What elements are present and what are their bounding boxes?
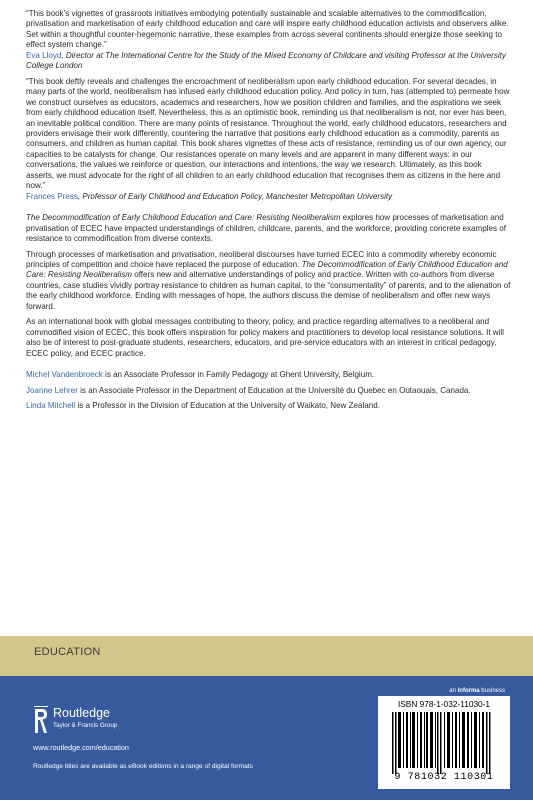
- endorser-name: Frances Press: [26, 191, 78, 201]
- barcode-icon: [384, 712, 504, 774]
- description-text: Through processes of marketisation and privatisation, neoliberal discourses have turned ECEC into a commodity whereby economic principles of competition and choice have replaced the purpose of education.: [26, 249, 497, 269]
- endorser-role: , Professor of Early Childhood and Education Policy, Manchester Metropolitan University: [77, 191, 393, 201]
- endorser-name: Eva Lloyd: [26, 50, 62, 60]
- isbn-label: ISBN 978-1-032-11030-1: [397, 699, 491, 709]
- informa-brand: informa: [457, 688, 480, 694]
- description-paragraph: [26, 250, 512, 313]
- ebook-note: Routledge titles are available as eBook editions in a range of digital formats: [33, 763, 253, 770]
- isbn-barcode: [378, 696, 510, 789]
- endorser-role: , Director at The International Centre for the Study of the Mixed Economy of Childcare and visiting Professor at the University College London: [26, 50, 506, 71]
- endorsement-attribution: [26, 51, 512, 72]
- author-name: Joanne Lehrer: [26, 385, 78, 395]
- book-title: The Decommodification of Early Childhood Education and Care: Resisting Neoliberalism: [26, 213, 341, 223]
- routledge-logo: [33, 705, 183, 735]
- description-text: explores how processes of marketisation and privatisation of ECEC have impacted understandings of children, childcare, parents, and the workforce, providing concrete examples of resistance to commodification from diverse contexts.: [26, 213, 506, 244]
- author-bio: [26, 401, 512, 411]
- description-text: offers new and alternative understandings of policy and practice. Written with co-authors from diverse countries, case studies vividly portray resistance to children as human capital, to the “consumentality” of parents, and to the alienation of the early childhood workforce. Ending with messages of hope, the authors discuss the demise of neoliberalism and offer new ways forward.: [26, 270, 511, 311]
- description-paragraph: As an international book with global messages contributing to theory, policy, and practice regarding alternatives to a neoliberal and commodified vision of ECEC, this book offers inspiration for policy makers and practitioners to develop local resistance solutions. It will also be of interest to post-graduate students, researchers, educators, and pre-service educators with an interest in critical pedagogy, ECEC policy, and ECEC practice.: [26, 317, 504, 358]
- informa-tagline: [449, 688, 505, 694]
- publisher-website: www.routledge.com/education: [33, 743, 129, 752]
- publisher-name: Routledge: [53, 706, 110, 720]
- author-bio-text: is an Associate Professor in the Department of Education at the Université du Quebec en Outaouais, Canada.: [77, 385, 471, 395]
- routledge-emblem-icon: [33, 705, 49, 735]
- description-paragraph: [26, 213, 512, 244]
- publisher-band: [0, 676, 533, 800]
- endorsement-quote: “This book’s vignettes of grassroots initiatives embodying potentially sustainable and scalable alternatives to the commodification, privatisation and marketisation of early childhood education and care will inspire early childhood education activists and observers alike. Set within a thoughtful counter-hegemonic narrative, these examples from across several continents should energize those seeking to effect system change.”: [26, 9, 509, 50]
- author-bio: [26, 386, 512, 396]
- subject-label: EDUCATION: [34, 646, 101, 658]
- author-name: Linda Mitchell: [26, 400, 76, 410]
- barcode-digits: 9 781032 110301: [394, 772, 494, 783]
- endorsement-quote: “This book deftly reveals and challenges the encroachment of neoliberalism upon early childhood education. For several decades, in many parts of the world, neoliberalism has infused early childhood education policy. And policy in turn, has (attempted to) permeate how we construct ourselves as educators, academics and researchers, how we position children and families, and the aspirations we seek from early childhood education itself. Nevertheless, this is an optimistic book, reminding us that neoliberalism is not, nor ever has been, an inevitable political condition. There are many points of resistance. Throughout the world, early childhood educators, researchers and providers envisage their work differently, countering the narrative that positions early childhood education as a commodity, parents as consumers, and children as human capital. This book shares vignettes of these acts of resistance, reminding us of our own agency, our capacities to be catalysts for change. Our resistances operate on many levels and are apparent in many different ways: in our conversations, the values we reinforce or question, our interactions and intentions, the way we research. Ultimately, as this book asserts, we must advocate for the right of all children to an early childhood education that recognises them as citizens in the here and now.”: [26, 76, 510, 191]
- author-bio-text: is a Professor in the Division of Education at the University of Waikato, New Zealand.: [75, 400, 380, 410]
- back-cover-text: [26, 9, 512, 416]
- subject-band: [0, 636, 533, 676]
- author-bio: [26, 370, 512, 380]
- publisher-group: Taylor & Francis Group: [53, 722, 118, 729]
- book-title: The Decommodification of Early Childhood Education and Care: Resisting Neoliberalism: [26, 259, 508, 280]
- informa-suffix: business: [479, 688, 505, 694]
- author-bio-text: is an Associate Professor in Family Pedagogy at Ghent University, Belgium.: [102, 370, 375, 380]
- informa-prefix: an: [449, 688, 458, 694]
- author-name: Michel Vandenbroeck: [26, 370, 103, 380]
- endorsement-attribution: [26, 192, 512, 202]
